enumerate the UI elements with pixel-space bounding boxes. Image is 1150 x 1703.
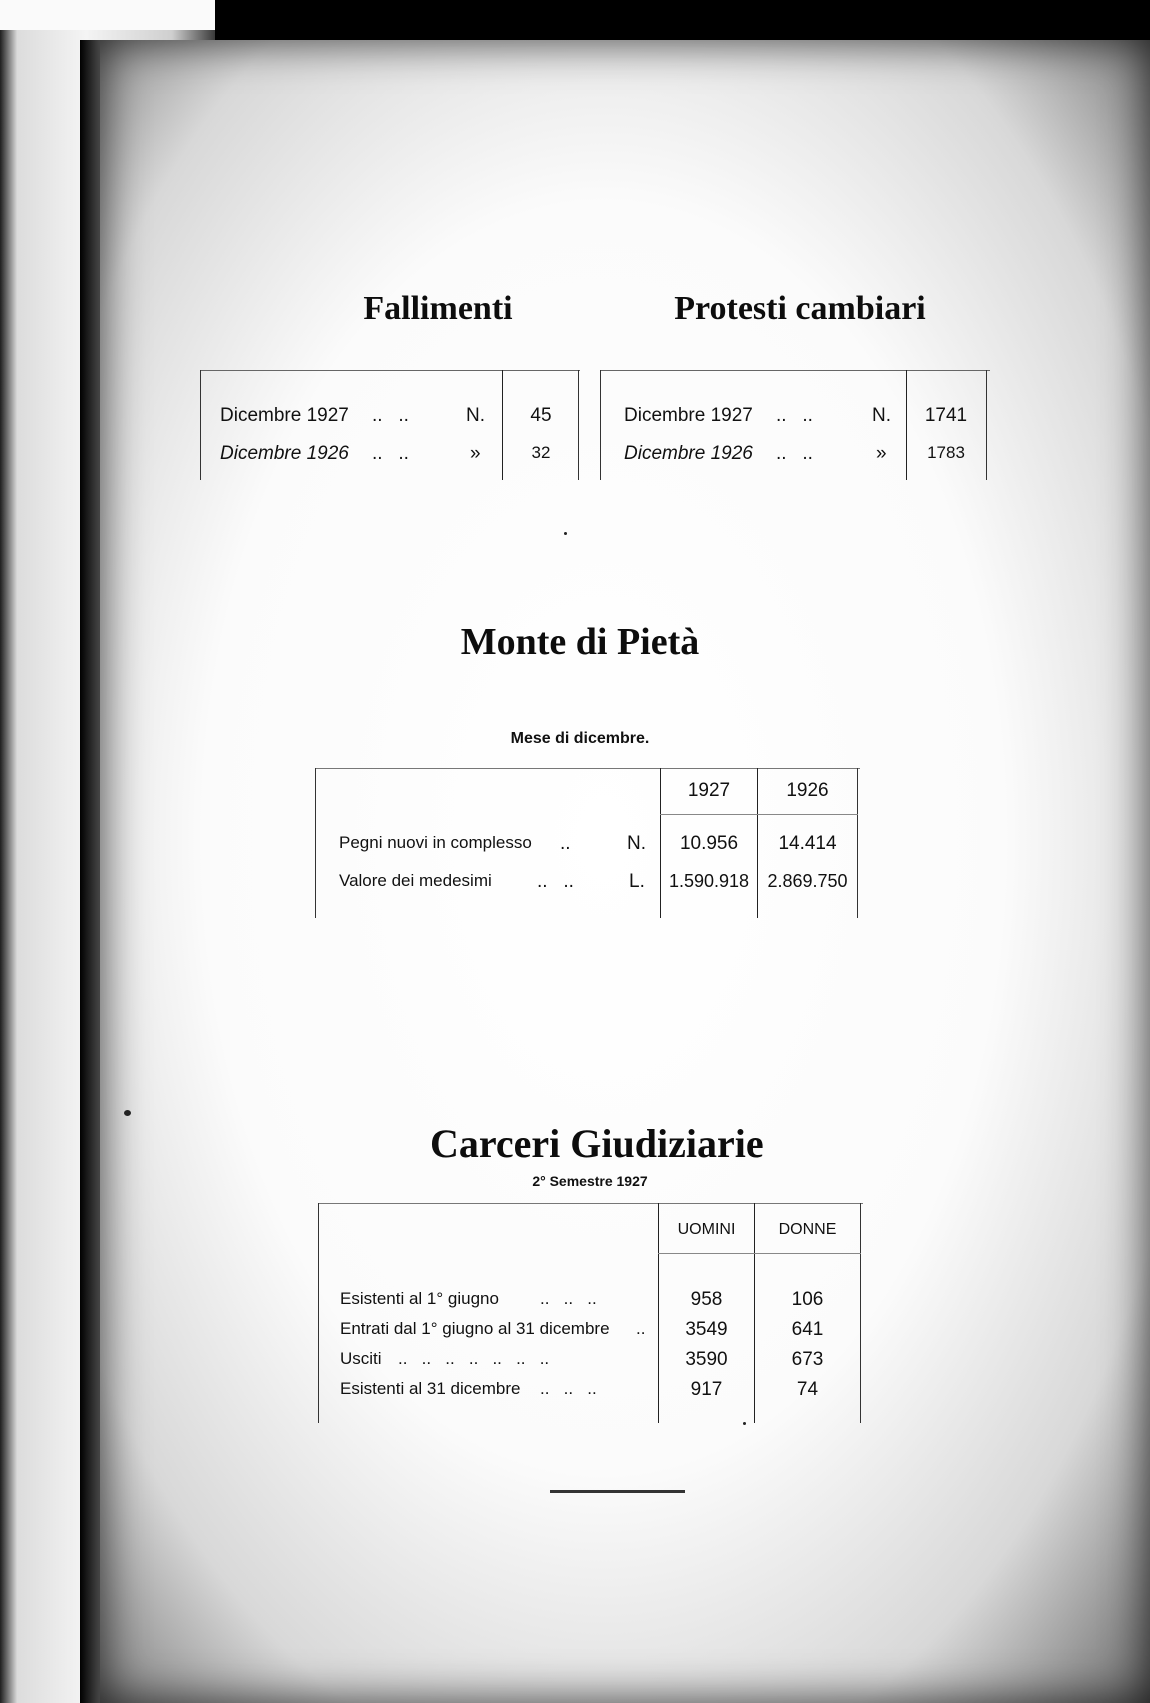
carceri-row-2-uomini: 3549 <box>685 1319 728 1340</box>
monte-row-1-1927: 10.956 <box>679 833 739 854</box>
speck <box>743 1422 746 1425</box>
carceri-subtitle: 2° Semestre 1927 <box>532 1173 648 1189</box>
fallimenti-table <box>200 370 580 480</box>
end-rule <box>550 1490 685 1493</box>
fallimenti-row-1-value: 45 <box>530 405 552 426</box>
fallimenti-row-1-dots: .. .. <box>372 405 409 426</box>
carceri-row-4-uomini: 917 <box>690 1379 723 1400</box>
protesti-row-2-unit: » <box>876 443 887 464</box>
fallimenti-row-2-unit: » <box>470 443 481 464</box>
carceri-row-3-label: Usciti <box>340 1349 382 1368</box>
paper-strip <box>0 0 215 30</box>
carceri-header-donne: DONNE <box>778 1221 837 1238</box>
monte-row-2-unit: L. <box>629 871 645 892</box>
monte-row-2-label: Valore dei medesimi <box>339 871 492 890</box>
carceri-row-1-label: Esistenti al 1° giugno <box>340 1289 499 1308</box>
monte-row-1-1926: 14.414 <box>778 833 837 854</box>
carceri-header-uomini: UOMINI <box>677 1221 736 1238</box>
scanned-page <box>100 40 1150 1703</box>
carceri-row-1-dots: .. .. .. <box>540 1289 597 1308</box>
monte-row-2-dots: .. .. <box>537 871 574 892</box>
monte-title: Monte di Pietà <box>460 621 700 663</box>
fallimenti-row-1-unit: N. <box>466 405 485 426</box>
monte-row-1-dots: .. <box>560 833 571 854</box>
speck <box>564 532 567 535</box>
monte-subtitle: Mese di dicembre. <box>510 730 650 747</box>
fallimenti-row-2-label: Dicembre 1926 <box>220 443 349 464</box>
monte-row-1-unit: N. <box>627 833 646 854</box>
carceri-row-3-dots: .. .. .. .. .. .. .. <box>398 1349 550 1368</box>
carceri-row-1-donne: 106 <box>791 1289 824 1310</box>
fallimenti-row-1-label: Dicembre 1927 <box>220 405 349 426</box>
protesti-row-2-label: Dicembre 1926 <box>624 443 753 464</box>
protesti-row-1-value: 1741 <box>924 405 968 426</box>
carceri-row-4-label: Esistenti al 31 dicembre <box>340 1379 521 1398</box>
protesti-row-2-value: 1783 <box>927 443 965 462</box>
fallimenti-title: Fallimenti <box>363 290 513 327</box>
monte-table <box>315 768 860 918</box>
carceri-row-2-dots: .. <box>636 1319 646 1338</box>
carceri-row-3-uomini: 3590 <box>685 1349 728 1370</box>
monte-header-1927: 1927 <box>687 780 731 801</box>
carceri-row-3-donne: 673 <box>791 1349 824 1370</box>
fallimenti-row-2-dots: .. .. <box>372 443 409 464</box>
carceri-row-2-label: Entrati dal 1° giugno al 31 dicembre <box>340 1319 610 1338</box>
protesti-row-2-dots: .. .. <box>776 443 813 464</box>
protesti-table <box>600 370 990 480</box>
carceri-title: Carceri Giudiziarie <box>430 1121 764 1166</box>
protesti-row-1-label: Dicembre 1927 <box>624 405 753 426</box>
carceri-table <box>318 1203 863 1423</box>
speck <box>124 1110 131 1116</box>
carceri-row-4-dots: .. .. .. <box>540 1379 597 1398</box>
carceri-row-1-uomini: 958 <box>690 1289 723 1310</box>
monte-row-2-1926: 2.869.750 <box>767 871 848 891</box>
carceri-row-2-donne: 641 <box>791 1319 824 1340</box>
protesti-row-1-unit: N. <box>872 405 891 426</box>
monte-row-1-label: Pegni nuovi in complesso <box>339 833 532 852</box>
monte-row-2-1927: 1.590.918 <box>668 871 750 891</box>
carceri-row-4-donne: 74 <box>796 1379 819 1400</box>
fallimenti-row-2-value: 32 <box>531 443 551 462</box>
protesti-row-1-dots: .. .. <box>776 405 813 426</box>
protesti-title: Protesti cambiari <box>674 290 926 327</box>
monte-header-1926: 1926 <box>786 780 829 801</box>
